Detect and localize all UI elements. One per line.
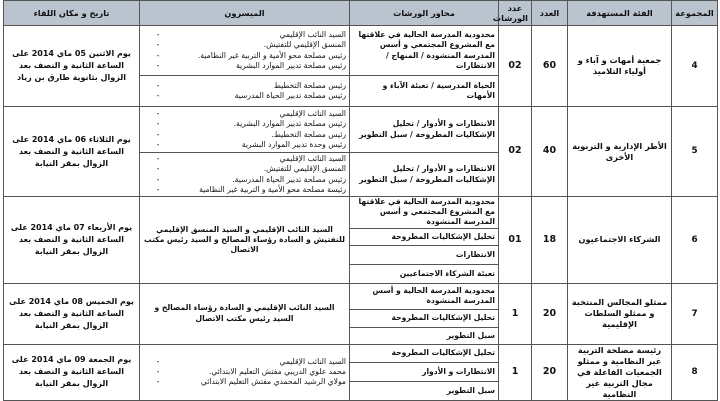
- target-category: الأطر الإدارية و التربوية الأخرى: [568, 107, 672, 197]
- workshop-count: 1: [499, 283, 532, 344]
- workshop-axis: محدودية المدرسة الحالية في علاقتها مع المشروع المجتمعي و أسس المدرسة المنشودة: [350, 197, 499, 229]
- facilitators-cell: السيد النائب الإقليمي و السادة رؤساء المصالح و السيد رئيس مكتب الاتصال: [140, 283, 350, 344]
- workshop-axis: الانتظارات: [350, 245, 499, 264]
- facilitators-cell: [140, 344, 350, 400]
- facilitators-cell: السيد النائب الإقليمي و السيد المنسق الإقليمي للتفتيش و السادة رؤساء المصالح و السيد رئيس مكتب الاتصال: [140, 197, 350, 284]
- facilitator-item: المنسق الإقليمي للتفتيش.-: [156, 164, 346, 174]
- facilitator-item: رئيسة مصلحة محو الأمية و التربية غير النظامية-: [156, 184, 346, 194]
- group-number: 5: [672, 107, 718, 197]
- workshop-axis: تحليل الإشكاليات المطروحة: [350, 309, 499, 327]
- workshop-axis: سبل التطوير: [350, 327, 499, 344]
- target-category: رئيسة مصلحة التربية غير النظامية و ممثلو الجمعيات الفاعلة في مجال التربية غير النظامية: [568, 344, 672, 400]
- workshop-axis: سبل التطوير: [350, 381, 499, 400]
- facilitator-item: رئيس مصلحة محو الأمية و التربية غير النظامية.-: [156, 50, 346, 60]
- table-row: [4, 344, 718, 363]
- facilitators-cell: [140, 153, 350, 197]
- workshop-axis: الحياة المدرسية / تعبئة الآباء و الأمهات: [350, 76, 499, 107]
- meeting-date: يوم الأربعاء 07 ماي 2014 على الساعة الثانية و النصف بعد الزوال بمقر النيابة: [4, 197, 140, 284]
- group-number: 7: [672, 283, 718, 344]
- facilitator-item: المنسق الإقليمي للتفتيش.-: [156, 40, 346, 50]
- header-workshops: عدد الورشات: [499, 1, 532, 26]
- participant-count: 20: [532, 283, 568, 344]
- header-row: [4, 1, 718, 26]
- workshop-axis: تعبئة الشركاء الاجتماعيين: [350, 264, 499, 283]
- target-category: الشركاء الاجتماعيون: [568, 197, 672, 284]
- facilitator-item: رئيس مصلحة تدبير الموارد البشرية-: [156, 60, 346, 70]
- workshop-axis: محدودية المدرسة الحالية و أسس المدرسة المنشودة: [350, 283, 499, 309]
- facilitator-item: رئيس مصلحة تدبير الموارد البشرية.-: [156, 119, 346, 129]
- header-facilitators: الميسرون: [140, 1, 350, 26]
- participant-count: 20: [532, 344, 568, 400]
- workshop-axis: الانتظارات و الأدوار: [350, 363, 499, 382]
- workshop-count: 02: [499, 26, 532, 107]
- facilitator-item: مولاي الرشيد المحمدي مفتش التعليم الابتدائي-: [156, 377, 346, 387]
- meeting-date: يوم الخميس 08 ماي 2014 على الساعة الثانية و النصف بعد الزوال بمقر النيابة: [4, 283, 140, 344]
- header-axes: محاور الورشات: [350, 1, 499, 26]
- workshop-axis: الانتظارات و الأدوار / تحليل الإشكاليات المطروحة / سبل التطوير: [350, 107, 499, 153]
- facilitators-cell: [140, 76, 350, 107]
- group-number: 6: [672, 197, 718, 284]
- workshop-axis: تحليل الإشكاليات المطروحة: [350, 228, 499, 245]
- header-count: العدد: [532, 1, 568, 26]
- target-category: جمعية أمهات و آباء و أولياء التلاميذ: [568, 26, 672, 107]
- header-category: الفئة المستهدفة: [568, 1, 672, 26]
- facilitator-item: السيد النائب الإقليمي-: [156, 30, 346, 40]
- table-row: [4, 107, 718, 153]
- facilitator-item: السيد النائب الإقليمي-: [156, 154, 346, 164]
- participant-count: 60: [532, 26, 568, 107]
- facilitator-item: السيد النائب الإقليمي-: [156, 109, 346, 119]
- facilitator-item: رئيس مصلحة تدبير الحياة المدرسية-: [156, 91, 346, 100]
- target-category: ممثلو المجالس المنتخبة و ممثلو السلطات الإقليمية: [568, 283, 672, 344]
- facilitators-cell: [140, 26, 350, 76]
- facilitators-cell: [140, 107, 350, 153]
- meeting-date: يوم الجمعة 09 ماي 2014 على الساعة الثانية و النصف بعد الزوال بمقر النيابة: [4, 344, 140, 400]
- table-row: [4, 26, 718, 76]
- facilitator-item: رئيس مصلحة التخطيط.-: [156, 129, 346, 139]
- table-row: [4, 283, 718, 309]
- facilitator-item: السيد النائب الإقليمي-: [156, 356, 346, 366]
- group-number: 4: [672, 26, 718, 107]
- workshop-count: 1: [499, 344, 532, 400]
- facilitator-item: محمد علوي الدريبي مفتش التعليم الابتدائي.-: [156, 367, 346, 376]
- workshop-axis: محدودية المدرسة الحالية في علاقتها مع المشروع المجتمعي و أسس المدرسة المنشودة / المنهاج / الانتظارات: [350, 26, 499, 76]
- group-number: 8: [672, 344, 718, 400]
- header-date: تاريخ و مكان اللقاء: [4, 1, 140, 26]
- workshops-table: [3, 0, 718, 401]
- participant-count: 40: [532, 107, 568, 197]
- facilitator-item: رئيس مصلحة تدبير الحياة المدرسية.-: [156, 174, 346, 184]
- meeting-date: يوم الثلاثاء 06 ماي 2014 على الساعة الثانية و النصف بعد الزوال بمقر النيابة: [4, 107, 140, 197]
- workshop-axis: الانتظارات و الأدوار / تحليل الإشكاليات المطروحة / سبل التطوير: [350, 153, 499, 197]
- participant-count: 18: [532, 197, 568, 284]
- facilitator-item: رئيس مصلحة التخطيط-: [156, 80, 346, 90]
- workshop-count: 02: [499, 107, 532, 197]
- table-row: [4, 197, 718, 229]
- facilitator-item: رئيس وحدة تدبير الموارد البشرية-: [156, 139, 346, 149]
- header-group: المجموعة: [672, 1, 718, 26]
- workshop-axis: تحليل الإشكاليات المطروحة: [350, 344, 499, 363]
- meeting-date: يوم الاثنين 05 ماي 2014 على الساعة الثانية و النصف بعد الزوال بثانوية طارق بن زياد: [4, 26, 140, 107]
- workshop-count: 01: [499, 197, 532, 284]
